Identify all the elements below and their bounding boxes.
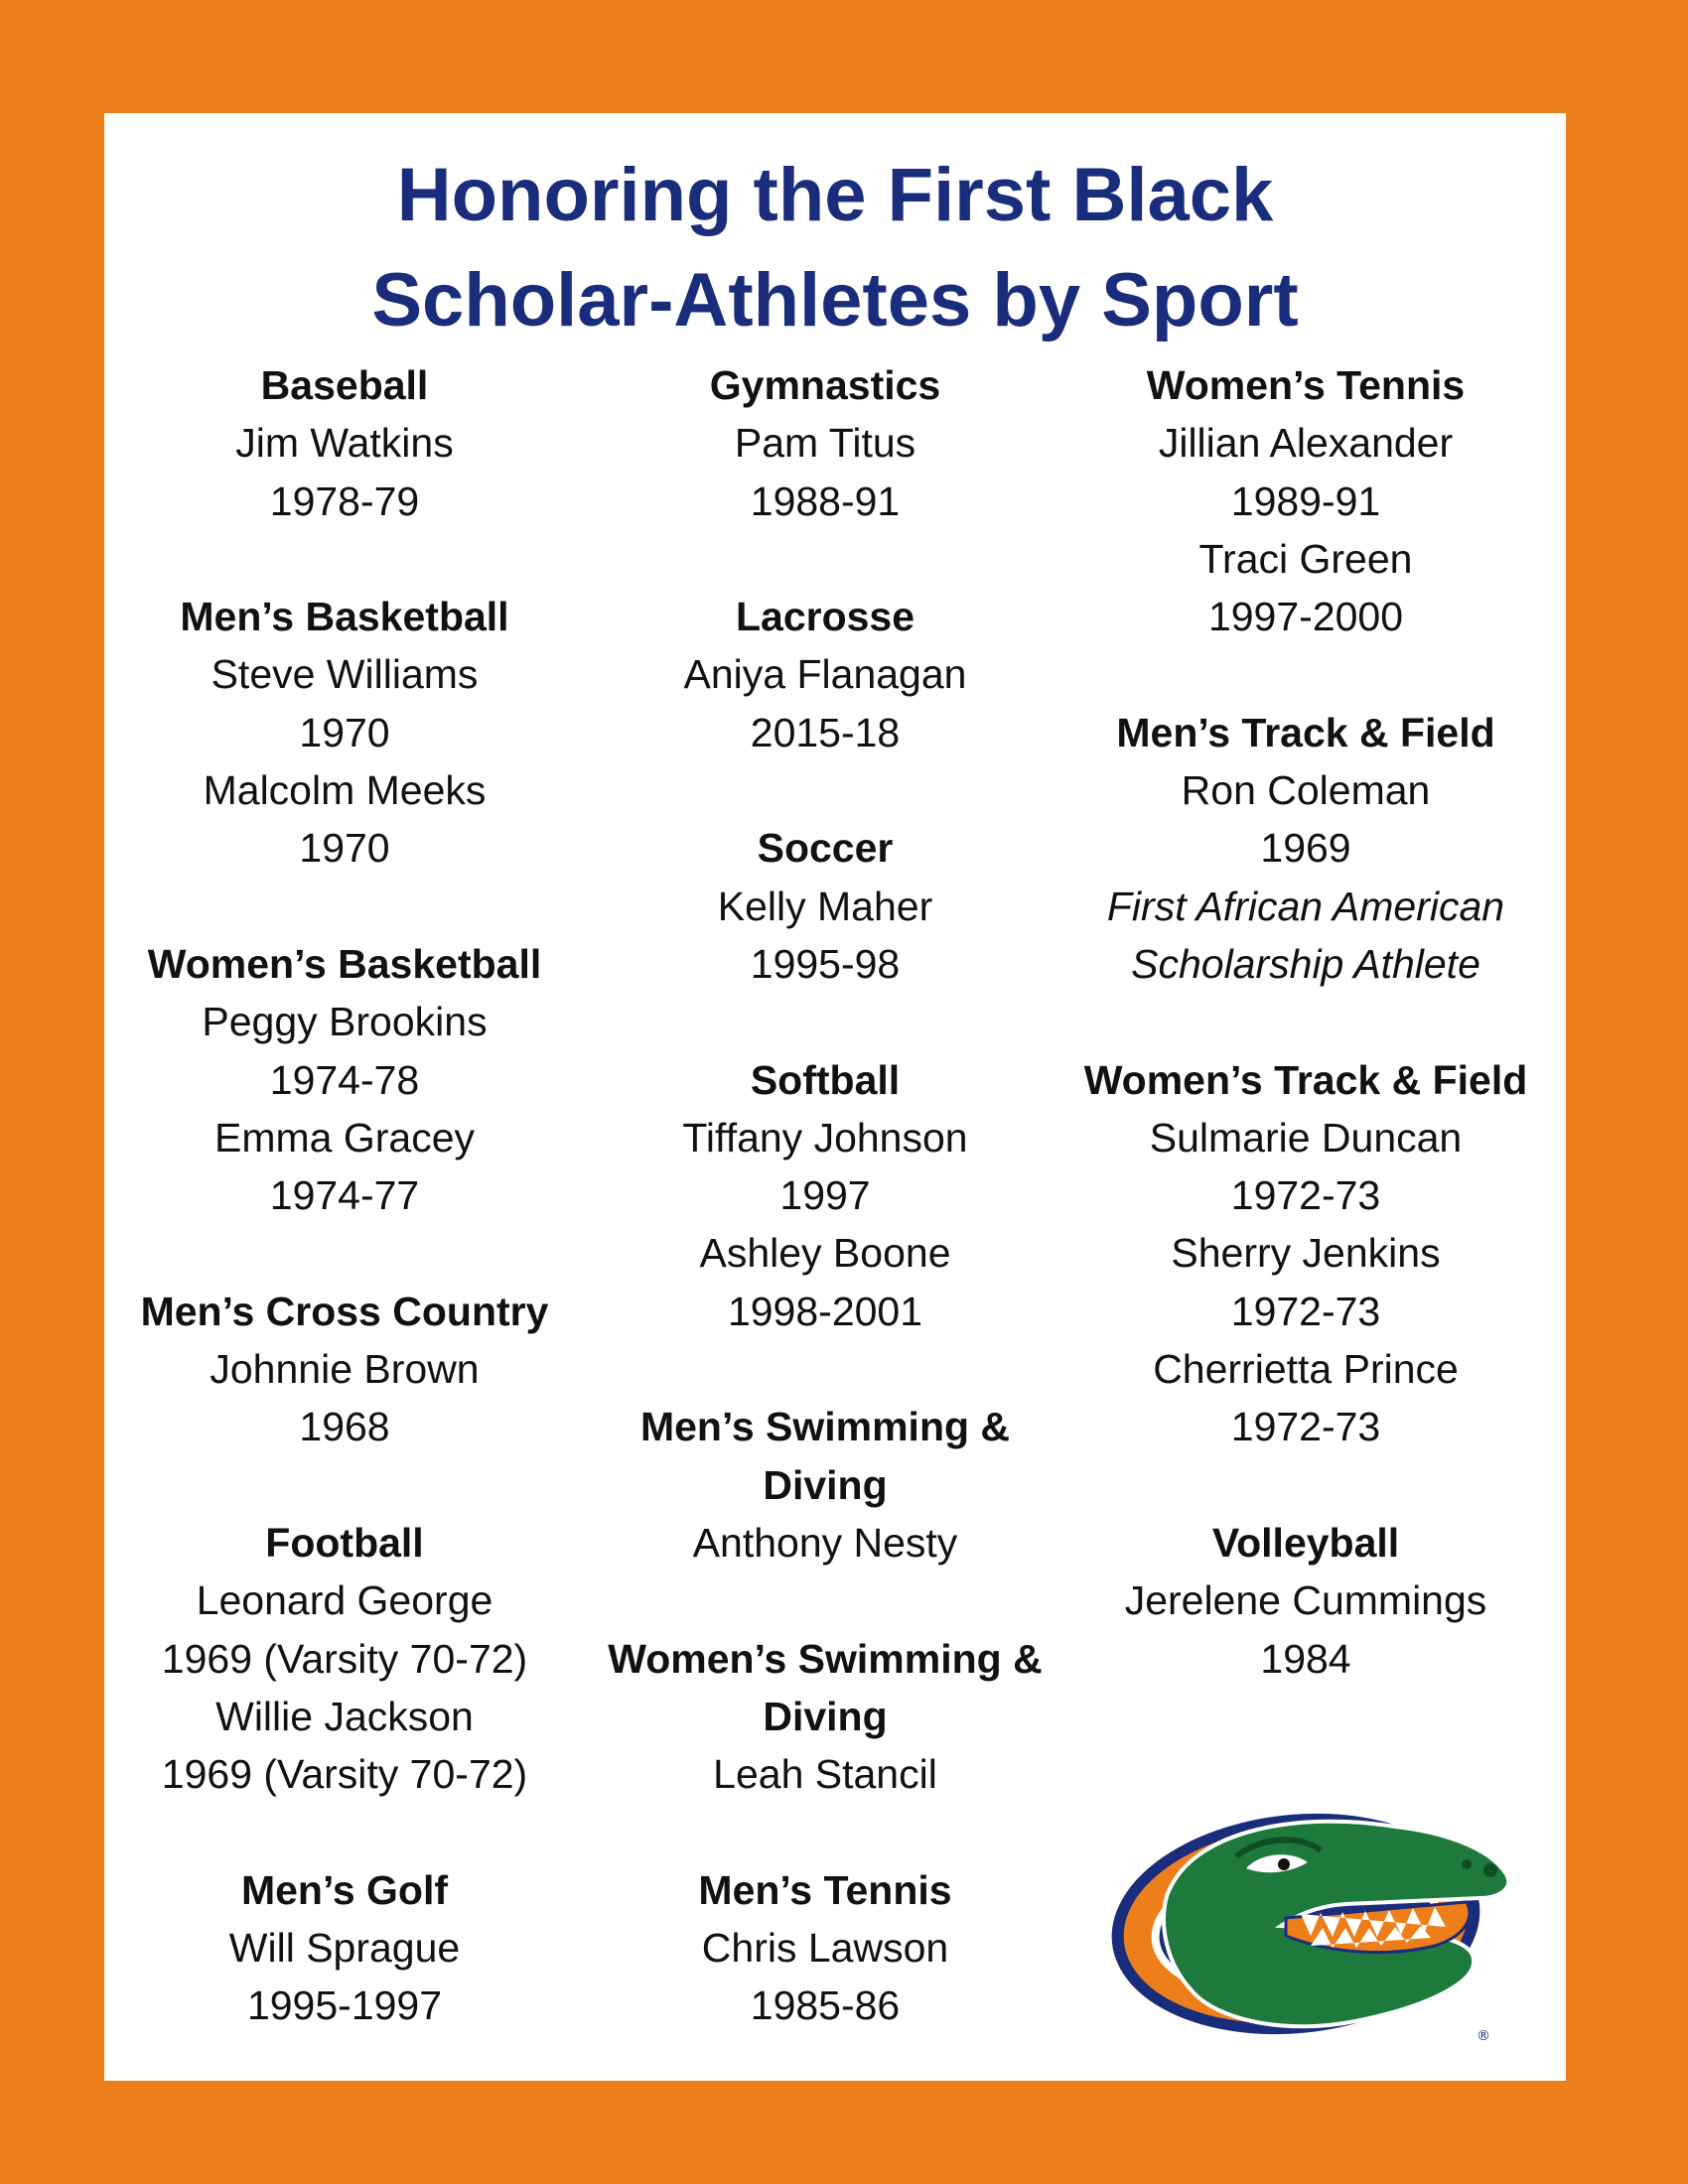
sport-heading: Men’s Swimming &	[639, 1404, 1011, 1450]
athlete-years: 1997	[779, 1172, 871, 1219]
sport-heading: Women’s Basketball	[147, 940, 542, 987]
athlete-name: Peggy Brookins	[202, 999, 488, 1045]
athlete-years: 1972-73	[1230, 1404, 1381, 1450]
athlete-name: Will Sprague	[228, 1925, 461, 1972]
sport-heading: Volleyball	[1211, 1519, 1400, 1566]
sport-group	[585, 1630, 1065, 1804]
sport-group	[585, 588, 1065, 761]
athlete-name: Tiffany Johnson	[682, 1114, 968, 1160]
sport-group	[104, 356, 585, 530]
sport-group	[104, 935, 585, 1224]
athlete-years: 1989-91	[1230, 478, 1381, 524]
sport-group	[585, 819, 1065, 993]
sport-heading: Women’s Tennis	[1146, 362, 1466, 408]
athlete-name: Jerelene Cummings	[1124, 1577, 1487, 1624]
athlete-years: 1974-78	[269, 1056, 420, 1103]
sport-group	[104, 1283, 585, 1456]
athlete-name: Traci Green	[1198, 535, 1413, 582]
column-3	[1065, 356, 1546, 1688]
athlete-name: Willie Jackson	[215, 1693, 474, 1739]
sport-heading: Diving	[763, 1693, 888, 1739]
athlete-note: Scholarship Athlete	[1131, 940, 1480, 987]
sport-group	[104, 1514, 585, 1803]
sport-heading: Men’s Track & Field	[1116, 709, 1495, 755]
sport-group	[104, 1861, 585, 2035]
athlete-name: Sherry Jenkins	[1171, 1230, 1441, 1277]
sport-heading: Lacrosse	[735, 594, 915, 640]
sport-heading: Softball	[750, 1056, 901, 1103]
sport-group	[104, 588, 585, 877]
content-panel	[104, 113, 1566, 2081]
athlete-name: Emma Gracey	[214, 1114, 475, 1160]
athlete-years: 1969 (Varsity 70-72)	[161, 1751, 528, 1798]
column-1	[104, 356, 585, 2035]
sport-group	[1065, 1051, 1546, 1456]
athlete-name: Kelly Maher	[717, 883, 933, 929]
athlete-years: 1978-79	[269, 478, 420, 524]
athlete-name: Malcolm Meeks	[203, 767, 487, 814]
sport-group	[1065, 356, 1546, 645]
athlete-years: 1972-73	[1230, 1172, 1381, 1219]
sport-group	[585, 1051, 1065, 1340]
athlete-name: Ashley Boone	[699, 1230, 951, 1277]
title-line-2: Scholar-Athletes by Sport	[371, 258, 1299, 342]
sport-group	[1065, 704, 1546, 993]
athlete-years: 1970	[299, 825, 390, 872]
athlete-name: Leah Stancil	[713, 1751, 937, 1798]
title-line-1: Honoring the First Black	[396, 153, 1274, 237]
athlete-years: 1972-73	[1230, 1288, 1381, 1334]
sport-heading: Men’s Golf	[240, 1866, 449, 1913]
sport-heading: Diving	[763, 1461, 888, 1508]
sport-group	[585, 356, 1065, 530]
athlete-name: Jillian Alexander	[1158, 420, 1454, 467]
sport-group	[1065, 1514, 1546, 1688]
sport-heading: Women’s Swimming &	[608, 1635, 1043, 1682]
sport-heading: Men’s Tennis	[698, 1866, 952, 1913]
sport-heading: Baseball	[260, 362, 429, 408]
athlete-years: 2015-18	[750, 709, 901, 755]
gator-head-logo-icon	[1097, 1787, 1524, 2065]
athlete-years: 1968	[299, 1404, 390, 1450]
athlete-name: Aniya Flanagan	[683, 651, 967, 698]
athlete-years: 1969 (Varsity 70-72)	[161, 1635, 528, 1682]
athlete-years: 1970	[299, 709, 390, 755]
athlete-name: Johnnie Brown	[210, 1346, 480, 1393]
athlete-name: Chris Lawson	[701, 1925, 949, 1972]
sport-heading: Men’s Cross Country	[140, 1288, 549, 1334]
athlete-name: Leonard George	[196, 1577, 493, 1624]
athlete-years: 1969	[1260, 825, 1351, 872]
athlete-name: Jim Watkins	[235, 420, 454, 467]
athlete-years: 1995-98	[750, 940, 901, 987]
sport-group	[585, 1861, 1065, 2035]
sport-heading: Football	[265, 1519, 424, 1566]
sport-heading: Soccer	[757, 825, 894, 872]
athlete-name: Cherrietta Prince	[1153, 1346, 1459, 1393]
athlete-years: 1985-86	[750, 1982, 901, 2029]
column-2	[585, 356, 1065, 2035]
athlete-note: First African American	[1106, 883, 1505, 929]
page-title	[104, 143, 1566, 353]
sport-heading: Women’s Track & Field	[1083, 1056, 1528, 1103]
athlete-years: 1997-2000	[1207, 594, 1404, 640]
athlete-years: 1984	[1260, 1635, 1351, 1682]
athlete-years: 1998-2001	[727, 1288, 923, 1334]
athlete-name: Sulmarie Duncan	[1149, 1114, 1463, 1160]
athlete-name: Steve Williams	[211, 651, 479, 698]
athlete-years: 1974-77	[269, 1172, 420, 1219]
sport-heading: Men’s Basketball	[180, 594, 509, 640]
athlete-name: Pam Titus	[734, 420, 916, 467]
sport-group	[585, 1398, 1065, 1571]
registered-mark: ®	[1477, 2028, 1490, 2044]
athlete-name: Anthony Nesty	[692, 1519, 958, 1566]
athlete-years: 1995-1997	[246, 1982, 443, 2029]
sport-heading: Gymnastics	[709, 362, 941, 408]
athlete-name: Ron Coleman	[1181, 767, 1431, 814]
athlete-years: 1988-91	[750, 478, 901, 524]
